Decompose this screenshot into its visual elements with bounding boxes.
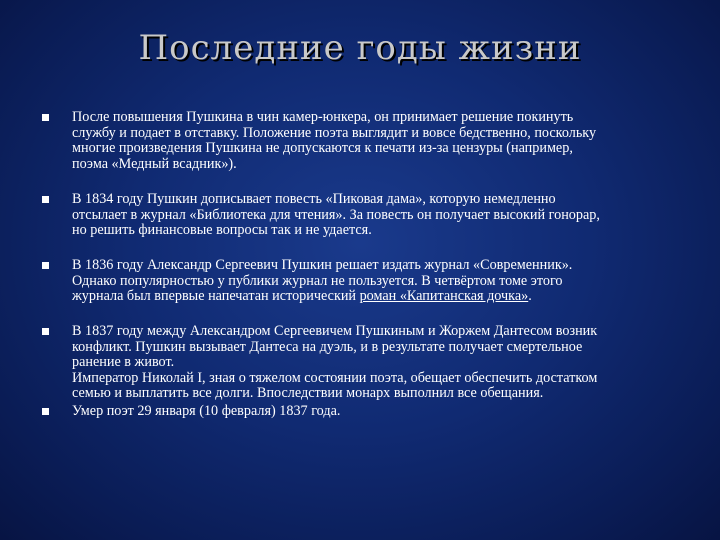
bullet-text-line: ранение в живот. [72, 354, 175, 371]
bullet-item-queen-of-spades [42, 192, 712, 239]
square-bullet-icon [42, 196, 49, 203]
bullet-text-line: но решить финансовые вопросы так и не удается. [72, 222, 372, 239]
square-bullet-icon [42, 114, 49, 121]
link-suffix-text: . [528, 288, 532, 305]
bullet-text-line: В 1837 году между Александром Сергеевичем Пушкиным и Жоржем Дантесом возник [72, 323, 598, 339]
link-prefix-text: журнала был впервые напечатан исторический [72, 288, 360, 305]
bullet-text-line: После повышения Пушкина в чин камер-юнкера, он принимает решение покинуть [72, 109, 574, 125]
square-bullet-icon [42, 408, 49, 415]
bullet-text-line: конфликт. Пушкин вызывает Дантеса на дуэль, и в результате получает смертельное [72, 338, 583, 355]
bullet-item-promotion [42, 110, 712, 172]
bullet-text-line-with-link [72, 289, 712, 305]
bullet-text-line: поэма «Медный всадник»). [72, 155, 237, 172]
slide-title: Последние годы жизни [138, 28, 582, 68]
bullet-text-line: Умер поэт 29 января (10 февраля) 1837 года. [72, 403, 341, 419]
bullet-text-line: Император Николай I, зная о тяжелом состоянии поэта, обещает обеспечить достатком [72, 369, 598, 386]
bullet-text-line: многие произведения Пушкина не допускаются к печати из-за цензуры (например, [72, 140, 573, 157]
square-bullet-icon [42, 328, 49, 335]
bullet-text-line: В 1834 году Пушкин дописывает повесть «Пиковая дама», которую немедленно [72, 191, 556, 207]
bullet-text-line: Однако популярностью у публики журнал не пользуется. В четвёртом томе этого [72, 272, 563, 289]
bullet-item-sovremennik [42, 258, 712, 305]
bullet-text-line: отсылает в журнал «Библиотека для чтения». За повесть он получает высокий гонорар, [72, 206, 600, 223]
bullet-text-line: службу и подает в отставку. Положение поэта выглядит и вовсе бедственно, поскольку [72, 124, 597, 141]
captains-daughter-link[interactable]: роман «Капитанская дочка» [359, 288, 529, 305]
bullet-item-duel [42, 324, 712, 402]
bullet-text-line: В 1836 году Александр Сергеевич Пушкин решает издать журнал «Современник». [72, 257, 573, 273]
bullet-text-line: семью и выплатить все долги. Впоследствии монарх выполнил все обещания. [72, 385, 544, 402]
square-bullet-icon [42, 262, 49, 269]
bullet-item-death [42, 404, 712, 420]
